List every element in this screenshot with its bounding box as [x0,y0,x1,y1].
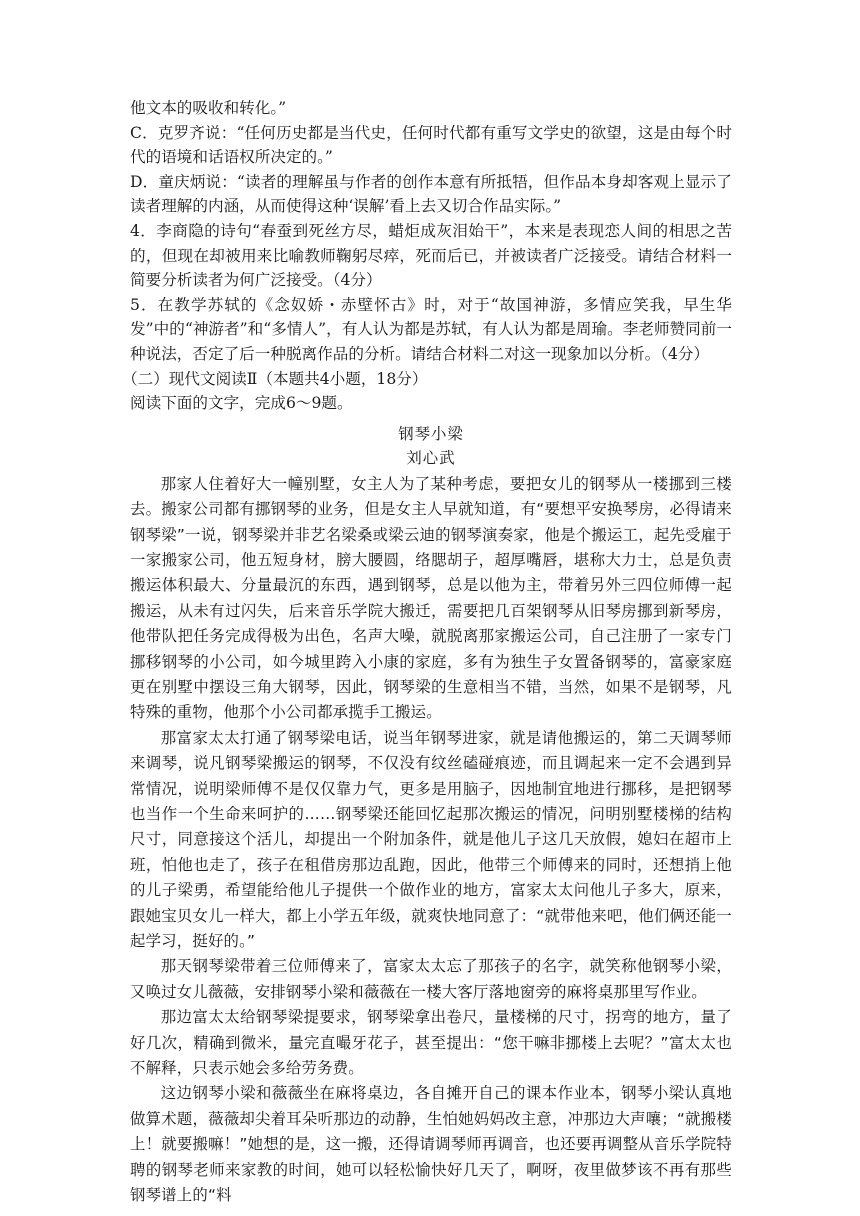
question-5: 5．在教学苏轼的《念奴娇・赤壁怀古》时，对于“故国神游，多情应笑我，早生华发”中的“神游者”和“多情人”，有人认为都是苏轼，有人认为都是周瑜。李老师赞同前一种说法，否定了后一种脱离作品的分析。请结合材料二对这一现象加以分析。（4分） [130,295,732,363]
story-paragraph: 那天钢琴梁带着三位师傅来了，富家太太忘了那孩子的名字，就笑称他钢琴小梁，又唤过女儿薇薇，安排钢琴小梁和薇薇在一楼大客厅落地窗旁的麻将桌那里写作业。 [130,957,732,1001]
option-d: D．童庆炳说：“读者的理解虽与作者的创作本意有所抵牾，但作品本身却客观上显示了读者理解的内涵，从而使得这种‘误解’看上去又切合作品实际。” [130,172,732,216]
paragraph: 他文本的吸收和转化。” [130,99,287,117]
document-page [122,96,732,1209]
story-paragraph: 那富家太太打通了钢琴梁电话，说当年钢琴进家，就是请他搬运的，第二天调琴师来调琴，说凡钢琴梁搬运的钢琴，不仅没有纹丝磕碰痕迹，而且调起来一定不会遇到异常情况，说明梁师傅不是仅仅靠力气，更多是用脑子，因地制宜地进行挪移，是把钢琴也当作一个生命来呵护的……钢琴梁还能回忆起那次搬运的情况，问明别墅楼梯的结构尺寸，同意接这个活儿，却提出一个附加条件，就是他儿子这几天放假，媳妇在超市上班，怕他也走了，孩子在租借房那边乱跑，因此，他带三个师傅来的同时，还想捎上他的儿子梁勇，希望能给他儿子提供一个做作业的地方，富家太太问他儿子多大，原来，跟她宝贝女儿一样大，都上小学五年级，就爽快地同意了：“就带他来吧，他们俩还能一起学习，挺好的。” [130,728,732,951]
story-paragraph: 这边钢琴小梁和薇薇坐在麻将桌边，各自摊开自己的课本作业本，钢琴小梁认真地做算术题，薇薇却尖着耳朵听那边的动静，生怕她妈妈改主意，冲那边大声嚷；“就搬楼上！就要搬嘛！”她想的是，这一搬，还得请调琴师再调音，也还要再调整从音乐学院特聘的钢琴老师来家教的时间，她可以轻松愉快好几天了，啊呀，夜里做梦该不再有那些钢琴谱上的“料 [130,1084,732,1205]
section-heading: （二）现代文阅读Ⅱ（本题共4小题，18分） [122,369,428,388]
story-author: 刘心武 [406,448,456,467]
story-paragraph: 那边富太太给钢琴梁提要求，钢琴梁拿出卷尺，量楼梯的尺寸，拐弯的地方，量了好几次，精确到微米，量完直嘬牙花子，甚至提出：“您干嘛非挪楼上去呢？”富太太也不解释，只表示她会多给劳务费。 [130,1008,732,1078]
option-c: C．克罗齐说：“任何历史都是当代史，任何时代都有重写文学史的欲望，这是由每个时代的语境和话语权所决定的。” [130,123,732,167]
story-paragraph: 那家人住着好大一幢别墅，女主人为了某种考虑，要把女儿的钢琴从一楼挪到三楼去。搬家公司都有挪钢琴的业务，但是女主人早就知道，有“要想平安换琴房，必得请来钢琴梁”一说，钢琴梁并非艺名梁桑或梁云迪的钢琴演奏家，他是个搬运工，起先受雇于一家搬家公司，他五短身材，膀大腰圆，络腮胡子，超厚嘴唇，堪称大力士，总是负责搬运体积最大、分量最沉的东西，遇到钢琴，总是以他为主，带着另外三四位师傅一起搬运，从未有过闪失，后来音乐学院大搬迁，需要把几百架钢琴从旧琴房挪到新琴房，他带队把任务完成得极为出色，名声大噪，就脱离那家搬运公司，自己注册了一家专门挪移钢琴的小公司，如今城里跨入小康的家庭，多有为独生子女置备钢琴的，富豪家庭更在别墅中摆设三角大钢琴，因此，钢琴梁的生意相当不错，当然，如果不是钢琴，凡特殊的重物，他那个小公司都承揽手工搬运。 [130,474,732,722]
instruction: 阅读下面的文字，完成6～9题。 [130,394,353,413]
story-title: 钢琴小梁 [398,424,464,443]
question-4: 4．李商隐的诗句“春蚕到死丝方尽，蜡炬成灰泪始干”，本来是表现恋人间的相思之苦的，但现在却被用来比喻教师鞠躬尽瘁，死而后已，并被读者广泛接受。请结合材料一简要分析读者为何广泛接受。（4分） [130,221,732,290]
